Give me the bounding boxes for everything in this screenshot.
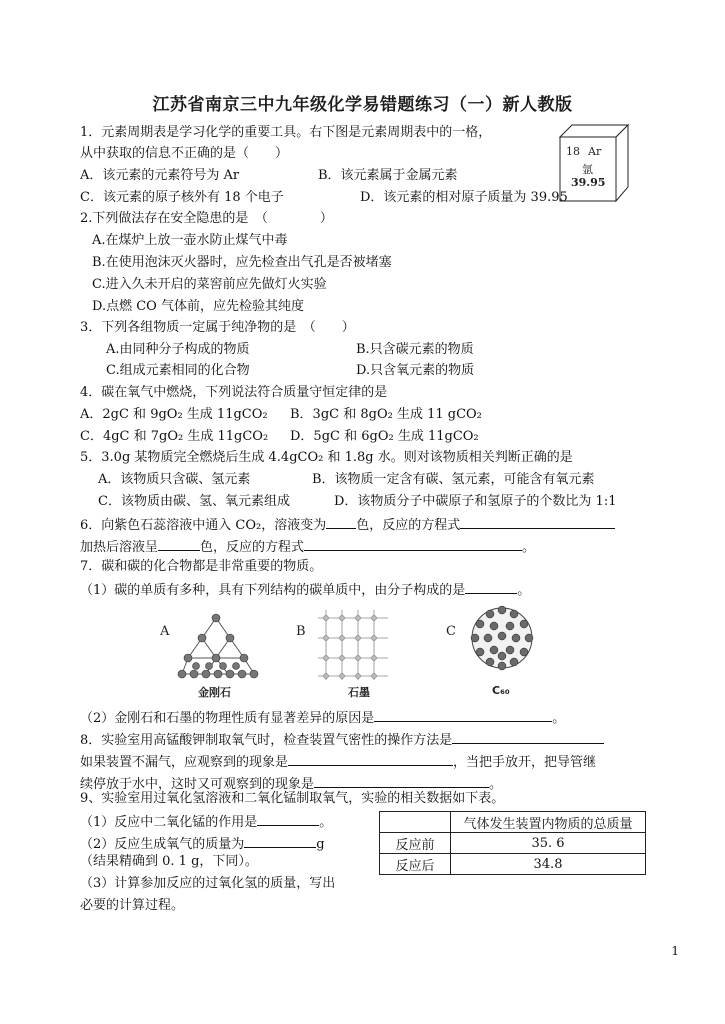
q9-part1-blank[interactable] bbox=[257, 812, 319, 826]
q3-option-d: D.只含氧元素的物质 bbox=[356, 363, 475, 378]
q9-stem: 9、实验室用过氧化氢溶液和二氧化锰制取氧气，实验的相关数据如下表。 bbox=[80, 791, 505, 806]
q9-part1-end: 。 bbox=[319, 815, 333, 830]
element-number: 18 bbox=[566, 145, 580, 158]
q7-part2-end: 。 bbox=[552, 711, 566, 726]
q4-option-a: A．2gC 和 9gO₂ 生成 11gCO₂ bbox=[80, 407, 268, 422]
q6-blank-color1[interactable] bbox=[326, 515, 356, 529]
graphite-structure-icon bbox=[318, 610, 388, 680]
q6-text-2: 色，反应的方程式 bbox=[356, 518, 461, 533]
q6-text-4: 色，反应的方程式 bbox=[200, 540, 305, 555]
q3-option-a: A.由同种分子构成的物质 bbox=[106, 342, 250, 357]
caption-c60: C₆₀ bbox=[492, 684, 510, 697]
q9-part1-text: （1）反应中二氧化锰的作用是 bbox=[80, 815, 258, 830]
table-row bbox=[380, 812, 646, 833]
q6-line2 bbox=[80, 537, 535, 557]
element-symbol: Ar bbox=[588, 145, 602, 158]
q1-option-c: C．该元素的原子核外有 18 个电子 bbox=[80, 190, 284, 205]
q7-part1-blank[interactable] bbox=[465, 580, 517, 594]
q9-part2-text: （2）反应生成氧气的质量为 bbox=[80, 837, 245, 852]
q7-part1-text: （1）碳的单质有多种，具有下列结构的碳单质中，由分子构成的是 bbox=[80, 583, 466, 598]
structure-label-b: B bbox=[296, 624, 306, 639]
q4-option-d: D．5gC 和 6gO₂ 生成 11gCO₂ bbox=[290, 429, 479, 444]
q5-option-d: D．该物质分子中碳原子和氢原子的个数比为 1:1 bbox=[334, 494, 617, 509]
q3-option-c: C.组成元素相同的化合物 bbox=[106, 363, 250, 378]
table-header-cell: 气体发生装置内物质的总质量 bbox=[451, 812, 646, 833]
q3-stem: 3．下列各组物质一定属于纯净物的是 （ ） bbox=[80, 320, 355, 335]
table-row bbox=[380, 854, 646, 875]
q8-text-2: 如果装置不漏气，应观察到的现象是 bbox=[80, 755, 289, 770]
q5-option-a: A．该物质只含碳、氢元素 bbox=[98, 472, 251, 487]
data-table bbox=[379, 811, 646, 875]
q4-option-c: C．4gC 和 7gO₂ 生成 11gCO₂ bbox=[80, 429, 269, 444]
q2-option-b: B.在使用泡沫灭火器时，应先检查出气孔是否被堵塞 bbox=[92, 255, 392, 270]
q7-part2-blank[interactable] bbox=[374, 708, 552, 722]
q6-blank-color2[interactable] bbox=[158, 537, 200, 551]
page-title: 江苏省南京三中九年级化学易错题练习（一）新人教版 bbox=[152, 95, 573, 115]
periodic-table-cell bbox=[558, 123, 628, 203]
caption-graphite: 石墨 bbox=[348, 686, 370, 699]
q9-part3-line1: （3）计算参加反应的过氧化氢的质量，写出 bbox=[80, 876, 336, 891]
q5-option-c: C．该物质由碳、氢、氧元素组成 bbox=[98, 494, 290, 509]
q1-stem-line1: 1．元素周期表是学习化学的重要工具。右下图是元素周期表中的一格， bbox=[80, 125, 492, 140]
diamond-structure-icon bbox=[176, 612, 262, 686]
q8-blank-phenomenon2[interactable] bbox=[314, 774, 489, 788]
q7-part2-text: （2）金刚石和石墨的物理性质有显著差异的原因是 bbox=[80, 711, 375, 726]
structure-label-a: A bbox=[160, 624, 170, 639]
c60-structure-icon bbox=[468, 604, 536, 672]
q8-text-4: 续停放于水中，这时又可观察到的现象是 bbox=[80, 777, 315, 792]
periodic-cell-box-icon bbox=[558, 123, 630, 205]
q1-option-b: B．该元素属于金属元素 bbox=[318, 168, 458, 183]
q5-stem: 5．3.0g 某物质完全燃烧后生成 4.4gCO₂ 和 1.8g 水。则对该物质相关判断正确的是 bbox=[80, 450, 573, 465]
structure-label-c: C bbox=[446, 624, 456, 639]
q2-option-d: D.点燃 CO 气体前，应先检验其纯度 bbox=[92, 299, 304, 314]
q4-option-b: B．3gC 和 8gO₂ 生成 11 gCO₂ bbox=[290, 407, 482, 422]
q4-stem: 4．碳在氧气中燃烧，下列说法符合质量守恒定律的是 bbox=[80, 385, 388, 400]
table-row-value: 35. 6 bbox=[451, 833, 646, 854]
q6-line1 bbox=[80, 515, 615, 535]
table-row bbox=[380, 833, 646, 854]
q2-stem: 2.下列做法存在安全隐患的是 （ ） bbox=[80, 211, 333, 226]
page-number: 1 bbox=[671, 944, 679, 958]
q8-line1 bbox=[80, 730, 604, 750]
q8-text-3: ，当把手放开，把导管继 bbox=[453, 755, 597, 770]
q8-text-1: 8．实验室用高锰酸钾制取氧气时，检查装置气密性的操作方法是 bbox=[80, 733, 453, 748]
q9-part2-blank[interactable] bbox=[244, 834, 316, 848]
q7-part2 bbox=[80, 708, 565, 728]
element-mass: 39.95 bbox=[571, 176, 606, 189]
q9-part1 bbox=[80, 812, 332, 832]
caption-diamond: 金刚石 bbox=[198, 686, 231, 699]
element-name: 氩 bbox=[582, 163, 593, 176]
q3-option-b: B.只含碳元素的物质 bbox=[356, 342, 474, 357]
q6-text-3: 加热后溶液呈 bbox=[80, 540, 159, 555]
q6-text-1: 6．向紫色石蕊溶液中通入 CO₂，溶液变为 bbox=[80, 518, 327, 533]
q6-text-5: 。 bbox=[522, 540, 536, 555]
q8-blank-phenomenon1[interactable] bbox=[288, 752, 453, 766]
q6-blank-equation2[interactable] bbox=[304, 537, 522, 551]
table-row-label: 反应前 bbox=[380, 833, 451, 854]
q1-option-d: D．该元素的相对原子质量为 39.95 bbox=[360, 190, 568, 205]
q1-stem-line2: 从中获取的信息不正确的是（ ） bbox=[80, 146, 289, 161]
q2-option-c: C.进入久未开启的菜窖前应先做灯火实验 bbox=[92, 277, 327, 292]
q5-option-b: B．该物质一定含有碳、氢元素，可能含有氧元素 bbox=[312, 472, 595, 487]
table-row-label: 反应后 bbox=[380, 854, 451, 875]
q7-part1-end: 。 bbox=[517, 583, 531, 598]
q9-part2-note: （结果精确到 0. 1 g，下同）。 bbox=[80, 854, 258, 869]
q9-part3-line2: 必要的计算过程。 bbox=[80, 898, 185, 913]
q1-option-a: A．该元素的元素符号为 Ar bbox=[80, 168, 240, 183]
q8-line2 bbox=[80, 752, 596, 772]
q9-part2-unit: g bbox=[316, 837, 325, 852]
q2-option-a: A.在煤炉上放一壶水防止煤气中毒 bbox=[92, 233, 288, 248]
q8-text-5: 。 bbox=[489, 777, 503, 792]
q7-part1 bbox=[80, 580, 530, 600]
q9-part2 bbox=[80, 834, 325, 854]
q6-blank-equation1[interactable] bbox=[460, 515, 615, 529]
table-row-value: 34.8 bbox=[451, 854, 646, 875]
q8-blank-method[interactable] bbox=[452, 730, 604, 744]
q7-stem: 7．碳和碳的化合物都是非常重要的物质。 bbox=[80, 559, 323, 574]
table-corner-cell bbox=[380, 812, 451, 833]
